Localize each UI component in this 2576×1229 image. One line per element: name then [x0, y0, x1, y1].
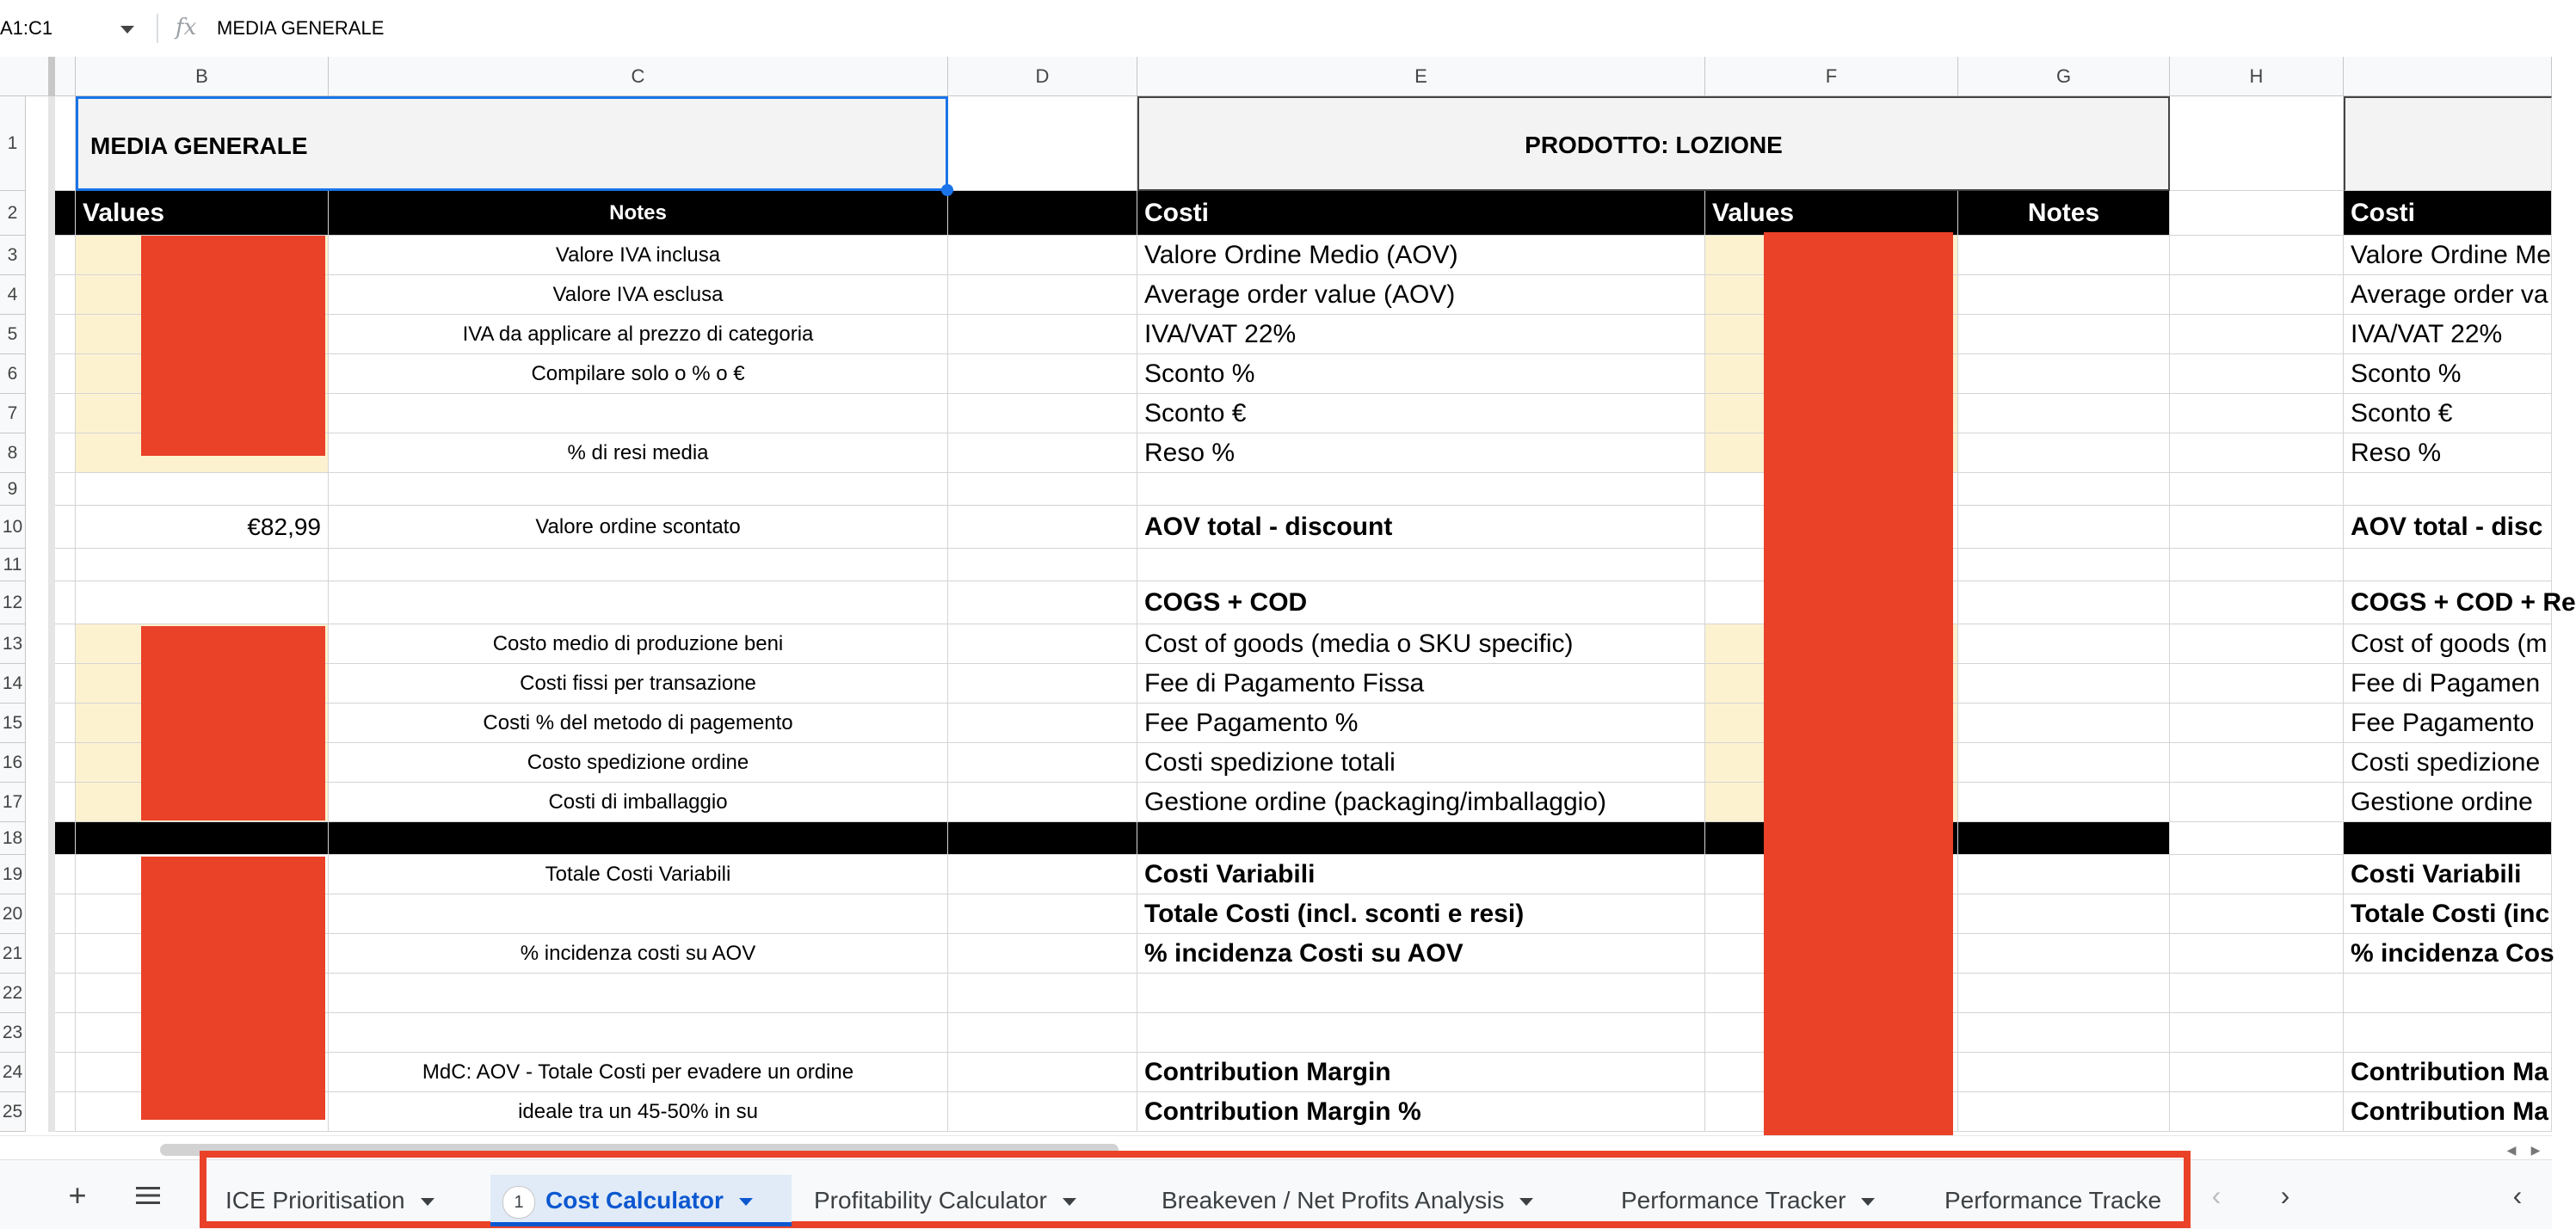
cell-h20[interactable] [2170, 894, 2344, 934]
cell-b11[interactable] [76, 549, 329, 581]
cost-r12[interactable]: COGS + COD [1137, 581, 1705, 624]
cell-g25[interactable] [1958, 1092, 2170, 1132]
cost-r15[interactable]: Fee Pagamento % [1137, 704, 1705, 743]
cell-d6[interactable] [948, 354, 1137, 394]
note-r12[interactable] [329, 581, 948, 624]
cell-a3[interactable] [55, 236, 76, 275]
note-r24[interactable]: MdC: AOV - Totale Costi per evadere un ordine [329, 1053, 948, 1092]
cost-r19[interactable]: Costi Variabili [1137, 855, 1705, 894]
cell-g22[interactable] [1958, 974, 2170, 1013]
cell-g18[interactable] [1958, 822, 2170, 855]
cost-right-r14[interactable]: Fee di Pagamen [2344, 664, 2552, 704]
cell-g11[interactable] [1958, 549, 2170, 581]
spreadsheet-grid[interactable] [0, 57, 2576, 1135]
cell-h18[interactable] [2170, 822, 2344, 855]
cost-r8[interactable]: Reso % [1137, 433, 1705, 473]
row-header[interactable]: 6 [0, 354, 26, 394]
cell-h9[interactable] [2170, 473, 2344, 506]
note-r21[interactable]: % incidenza costi su AOV [329, 934, 948, 974]
tab-label: Profitability Calculator [814, 1187, 1047, 1214]
cell-d3[interactable] [948, 236, 1137, 275]
cost-right-r7[interactable]: Sconto € [2344, 394, 2552, 433]
name-box[interactable]: A1:C1 [0, 17, 53, 39]
scroll-left-icon[interactable]: ◀ [2506, 1143, 2517, 1157]
cell-g7[interactable] [1958, 394, 2170, 433]
cell-g6[interactable] [1958, 354, 2170, 394]
note-r14[interactable]: Costi fissi per transazione [329, 664, 948, 704]
cell-a17[interactable] [55, 783, 76, 822]
cell-g19[interactable] [1958, 855, 2170, 894]
cell-b12[interactable] [76, 581, 329, 624]
chevron-down-icon[interactable] [1063, 1198, 1076, 1206]
cost-r6[interactable]: Sconto % [1137, 354, 1705, 394]
cell-d22[interactable] [948, 974, 1137, 1013]
tab-label: Performance Tracker [1621, 1187, 1846, 1214]
column-header-g[interactable]: G [1958, 57, 2170, 96]
row-header[interactable]: 25 [0, 1092, 26, 1132]
note-r25[interactable]: ideale tra un 45-50% in su [329, 1092, 948, 1132]
row-header[interactable]: 19 [0, 855, 26, 894]
cell-g13[interactable] [1958, 624, 2170, 664]
cost-right-r4[interactable]: Average order va [2344, 275, 2552, 315]
cost-right-r11[interactable] [2344, 549, 2552, 581]
cell-b18[interactable] [76, 822, 329, 855]
note-r11[interactable] [329, 549, 948, 581]
note-r6[interactable]: Compilare solo o % o € [329, 354, 948, 394]
cost-right-r13[interactable]: Cost of goods (m [2344, 624, 2552, 664]
cell-d23[interactable] [948, 1013, 1137, 1053]
row-header[interactable]: 3 [0, 236, 26, 275]
cost-right-r10[interactable]: AOV total - disc [2344, 506, 2552, 549]
cost-r4[interactable]: Average order value (AOV) [1137, 275, 1705, 315]
tab-label: ICE Prioritisation [225, 1187, 405, 1214]
cell-h12[interactable] [2170, 581, 2344, 624]
cell-a12[interactable] [55, 581, 76, 624]
selection-fill-handle[interactable] [941, 184, 953, 196]
cell-d18[interactable] [948, 822, 1137, 855]
cost-r7[interactable]: Sconto € [1137, 394, 1705, 433]
cell-a24[interactable] [55, 1053, 76, 1092]
column-header-i[interactable] [2344, 57, 2552, 96]
note-r20[interactable] [329, 894, 948, 934]
column-header-b[interactable]: B [76, 57, 329, 96]
cell-h4[interactable] [2170, 275, 2344, 315]
note-r16[interactable]: Costo spedizione ordine [329, 743, 948, 783]
header-notes-2[interactable]: Notes [1958, 191, 2170, 236]
cell-d20[interactable] [948, 894, 1137, 934]
cell-h8[interactable] [2170, 433, 2344, 473]
column-header-d[interactable]: D [948, 57, 1137, 96]
note-r19[interactable]: Totale Costi Variabili [329, 855, 948, 894]
cost-right-r20[interactable]: Totale Costi (inc [2344, 894, 2552, 934]
cell-d8[interactable] [948, 433, 1137, 473]
note-r23[interactable] [329, 1013, 948, 1053]
row-header[interactable]: 16 [0, 743, 26, 783]
cell-d13[interactable] [948, 624, 1137, 664]
row-header[interactable]: 5 [0, 315, 26, 354]
cell-a16[interactable] [55, 743, 76, 783]
row-header[interactable]: 10 [0, 506, 26, 549]
cost-right-r5[interactable]: IVA/VAT 22% [2344, 315, 2552, 354]
cell-d24[interactable] [948, 1053, 1137, 1092]
tab-badge: 1 [502, 1186, 535, 1219]
add-sheet-button[interactable] [59, 1177, 96, 1214]
cost-r5[interactable]: IVA/VAT 22% [1137, 315, 1705, 354]
title-media-generale[interactable]: MEDIA GENERALE [76, 96, 948, 191]
tab-cost-calculator[interactable] [490, 1175, 792, 1226]
cell-d2[interactable] [948, 191, 1137, 236]
row-header[interactable]: 22 [0, 974, 26, 1013]
cell-d9[interactable] [948, 473, 1137, 506]
cost-r21[interactable]: % incidenza Costi su AOV [1137, 934, 1705, 974]
cell-d11[interactable] [948, 549, 1137, 581]
cost-right-r12[interactable]: COGS + COD + Re [2344, 581, 2552, 624]
cell-a14[interactable] [55, 664, 76, 704]
cell-h21[interactable] [2170, 934, 2344, 974]
cost-r14[interactable]: Fee di Pagamento Fissa [1137, 664, 1705, 704]
cost-right-r15[interactable]: Fee Pagamento [2344, 704, 2552, 743]
cell-g10[interactable] [1958, 506, 2170, 549]
cell-d10[interactable] [948, 506, 1137, 549]
note-r13[interactable]: Costo medio di produzione beni [329, 624, 948, 664]
header-values[interactable]: Values [76, 191, 329, 236]
cell-b9[interactable] [76, 473, 329, 506]
note-r18[interactable] [329, 822, 948, 855]
column-header-e[interactable]: E [1137, 57, 1705, 96]
chevron-down-icon[interactable] [421, 1198, 434, 1206]
formula-bar-divider [157, 14, 158, 43]
cell-h17[interactable] [2170, 783, 2344, 822]
cell-h3[interactable] [2170, 236, 2344, 275]
row-header[interactable]: 14 [0, 664, 26, 704]
cost-right-r3[interactable]: Valore Ordine Me [2344, 236, 2552, 275]
chevron-down-icon[interactable] [739, 1198, 753, 1206]
cell-d4[interactable] [948, 275, 1137, 315]
cost-r18[interactable] [1137, 822, 1705, 855]
row-header[interactable]: 15 [0, 704, 26, 743]
cost-right-r21[interactable]: % incidenza Cos [2344, 934, 2552, 974]
row-header[interactable]: 11 [0, 549, 26, 581]
cell-g23[interactable] [1958, 1013, 2170, 1053]
cell-d17[interactable] [948, 783, 1137, 822]
cell-g12[interactable] [1958, 581, 2170, 624]
cost-r10[interactable]: AOV total - discount [1137, 506, 1705, 549]
row-header[interactable]: 2 [0, 191, 26, 236]
cell-h16[interactable] [2170, 743, 2344, 783]
cell-d5[interactable] [948, 315, 1137, 354]
cell-d14[interactable] [948, 664, 1137, 704]
cell-a20[interactable] [55, 894, 76, 934]
cell-g21[interactable] [1958, 934, 2170, 974]
cell-h2[interactable] [2170, 191, 2344, 236]
cell-g15[interactable] [1958, 704, 2170, 743]
cell-d15[interactable] [948, 704, 1137, 743]
cell-h10[interactable] [2170, 506, 2344, 549]
redacted-block [141, 626, 325, 820]
cell-d25[interactable] [948, 1092, 1137, 1132]
cost-r3[interactable]: Valore Ordine Medio (AOV) [1137, 236, 1705, 275]
tab-label: Cost Calculator [545, 1187, 724, 1214]
cost-r16[interactable]: Costi spedizione totali [1137, 743, 1705, 783]
note-r22[interactable] [329, 974, 948, 1013]
header-costi[interactable]: Costi [1137, 191, 1705, 236]
cell-g5[interactable] [1958, 315, 2170, 354]
header-notes[interactable]: Notes [329, 191, 948, 236]
redacted-block [141, 236, 325, 456]
cell-h5[interactable] [2170, 315, 2344, 354]
cell-b10[interactable]: €82,99 [76, 506, 329, 549]
cost-r13[interactable]: Cost of goods (media o SKU specific) [1137, 624, 1705, 664]
cell-g24[interactable] [1958, 1053, 2170, 1092]
note-r4[interactable]: Valore IVA esclusa [329, 275, 948, 315]
tab-label: Performance Tracke [1944, 1187, 2162, 1214]
plus-icon: + [68, 1177, 87, 1213]
cost-right-r25[interactable]: Contribution Ma [2344, 1092, 2552, 1132]
cell-h22[interactable] [2170, 974, 2344, 1013]
cost-r23[interactable] [1137, 1013, 1705, 1053]
row-header[interactable]: 7 [0, 394, 26, 433]
note-r5[interactable]: IVA da applicare al prezzo di categoria [329, 315, 948, 354]
row-header[interactable]: 1 [0, 96, 26, 191]
cell-h25[interactable] [2170, 1092, 2344, 1132]
note-r10[interactable]: Valore ordine scontato [329, 506, 948, 549]
cell-g3[interactable] [1958, 236, 2170, 275]
menu-lines-icon [135, 1185, 161, 1206]
cell-d16[interactable] [948, 743, 1137, 783]
cost-right-r16[interactable]: Costi spedizione [2344, 743, 2552, 783]
cell-d1[interactable] [948, 96, 1137, 191]
chevron-down-icon[interactable] [120, 26, 134, 34]
note-r8[interactable]: % di resi media [329, 433, 948, 473]
cost-r20[interactable]: Totale Costi (incl. sconti e resi) [1137, 894, 1705, 934]
cost-right-r8[interactable]: Reso % [2344, 433, 2552, 473]
cell-h23[interactable] [2170, 1013, 2344, 1053]
cell-h15[interactable] [2170, 704, 2344, 743]
cell-a2[interactable] [55, 191, 76, 236]
cell-a11[interactable] [55, 549, 76, 581]
row-header[interactable]: 21 [0, 934, 26, 974]
note-r15[interactable]: Costi % del metodo di pagemento [329, 704, 948, 743]
cell-g16[interactable] [1958, 743, 2170, 783]
cell-a15[interactable] [55, 704, 76, 743]
cost-right-r24[interactable]: Contribution Ma [2344, 1053, 2552, 1092]
cell-g9[interactable] [1958, 473, 2170, 506]
row-header[interactable]: 12 [0, 581, 26, 624]
cell-a23[interactable] [55, 1013, 76, 1053]
cost-r17[interactable]: Gestione ordine (packaging/imballaggio) [1137, 783, 1705, 822]
cost-right-r19[interactable]: Costi Variabili [2344, 855, 2552, 894]
side-panel-toggle-icon[interactable]: ‹ [2512, 1180, 2523, 1211]
cell-d19[interactable] [948, 855, 1137, 894]
row-header[interactable]: 13 [0, 624, 26, 664]
cost-r25[interactable]: Contribution Margin % [1137, 1092, 1705, 1132]
cost-r9[interactable] [1137, 473, 1705, 506]
tab-profitability-calculator[interactable] [800, 1175, 1137, 1226]
cell-d21[interactable] [948, 934, 1137, 974]
cost-right-r9[interactable] [2344, 473, 2552, 506]
cell-h19[interactable] [2170, 855, 2344, 894]
chevron-down-icon[interactable] [1861, 1198, 1875, 1206]
cell-a21[interactable] [55, 934, 76, 974]
cell-g14[interactable] [1958, 664, 2170, 704]
cell-d12[interactable] [948, 581, 1137, 624]
formula-bar [0, 0, 2552, 58]
fx-icon: fx [176, 15, 197, 40]
title-prodotto[interactable]: PRODOTTO: LOZIONE [1137, 96, 2170, 191]
note-r3[interactable]: Valore IVA inclusa [329, 236, 948, 275]
row-header[interactable]: 23 [0, 1013, 26, 1053]
cell-g4[interactable] [1958, 275, 2170, 315]
cell-a4[interactable] [55, 275, 76, 315]
cell-a22[interactable] [55, 974, 76, 1013]
cell-a25[interactable] [55, 1092, 76, 1132]
tab-scroll-right-icon[interactable]: › [2280, 1180, 2290, 1211]
note-r17[interactable]: Costi di imballaggio [329, 783, 948, 822]
cell-a1[interactable] [55, 96, 76, 191]
row-header[interactable]: 4 [0, 275, 26, 315]
note-r9[interactable] [329, 473, 948, 506]
select-all-corner[interactable] [0, 57, 52, 96]
cell-h11[interactable] [2170, 549, 2344, 581]
cost-r24[interactable]: Contribution Margin [1137, 1053, 1705, 1092]
cell-a8[interactable] [55, 433, 76, 473]
column-header-c[interactable]: C [329, 57, 948, 96]
tab-ice-prioritisation[interactable] [215, 1175, 484, 1226]
tab-performance-tracker[interactable] [1607, 1175, 1931, 1226]
scroll-right-icon[interactable]: ▶ [2530, 1143, 2541, 1157]
row-header[interactable]: 17 [0, 783, 26, 822]
cost-r22[interactable] [1137, 974, 1705, 1013]
row-header[interactable]: 8 [0, 433, 26, 473]
cost-right-r17[interactable]: Gestione ordine [2344, 783, 2552, 822]
cell-h7[interactable] [2170, 394, 2344, 433]
column-header-f[interactable]: F [1705, 57, 1958, 96]
cell-a7[interactable] [55, 394, 76, 433]
cell-a13[interactable] [55, 624, 76, 664]
cost-right-r18[interactable] [2344, 822, 2552, 855]
redacted-block [1764, 232, 1953, 1158]
row-header[interactable]: 24 [0, 1053, 26, 1092]
header-costi-3[interactable]: Costi [2344, 191, 2552, 236]
cell-a5[interactable] [55, 315, 76, 354]
cell-g20[interactable] [1958, 894, 2170, 934]
cell-h1[interactable] [2170, 96, 2344, 191]
column-header-h[interactable]: H [2170, 57, 2344, 96]
cell-d7[interactable] [948, 394, 1137, 433]
cell-a6[interactable] [55, 354, 76, 394]
tab-performance-tracker-2[interactable] [1932, 1175, 2189, 1226]
redacted-block [141, 857, 325, 1120]
cost-right-r6[interactable]: Sconto % [2344, 354, 2552, 394]
column-header-a[interactable] [55, 57, 76, 96]
header-values-2[interactable]: Values [1705, 191, 1958, 236]
cell-h14[interactable] [2170, 664, 2344, 704]
note-r7[interactable] [329, 394, 948, 433]
cell-h6[interactable] [2170, 354, 2344, 394]
tab-label: Breakeven / Net Profits Analysis [1162, 1187, 1505, 1214]
tab-scroll-left-icon[interactable]: ‹ [2211, 1180, 2222, 1211]
row-header[interactable]: 20 [0, 894, 26, 934]
row-header[interactable]: 9 [0, 473, 26, 506]
cell-a18[interactable] [55, 822, 76, 855]
frozen-divider [48, 96, 55, 1132]
cost-r11[interactable] [1137, 549, 1705, 581]
chevron-down-icon[interactable] [1519, 1198, 1533, 1206]
cell-a19[interactable] [55, 855, 76, 894]
formula-input[interactable]: MEDIA GENERALE [217, 17, 385, 39]
cost-right-r22[interactable] [2344, 974, 2552, 1013]
tab-breakeven-net-profits[interactable] [1148, 1175, 1602, 1226]
cell-g17[interactable] [1958, 783, 2170, 822]
cost-right-r23[interactable] [2344, 1013, 2552, 1053]
frozen-divider [48, 57, 55, 96]
row-header[interactable]: 18 [0, 822, 26, 855]
cell-h13[interactable] [2170, 624, 2344, 664]
cell-g8[interactable] [1958, 433, 2170, 473]
cell-i1[interactable] [2344, 96, 2552, 191]
cell-h24[interactable] [2170, 1053, 2344, 1092]
all-sheets-button[interactable] [129, 1177, 167, 1214]
cell-a10[interactable] [55, 506, 76, 549]
cell-a9[interactable] [55, 473, 76, 506]
